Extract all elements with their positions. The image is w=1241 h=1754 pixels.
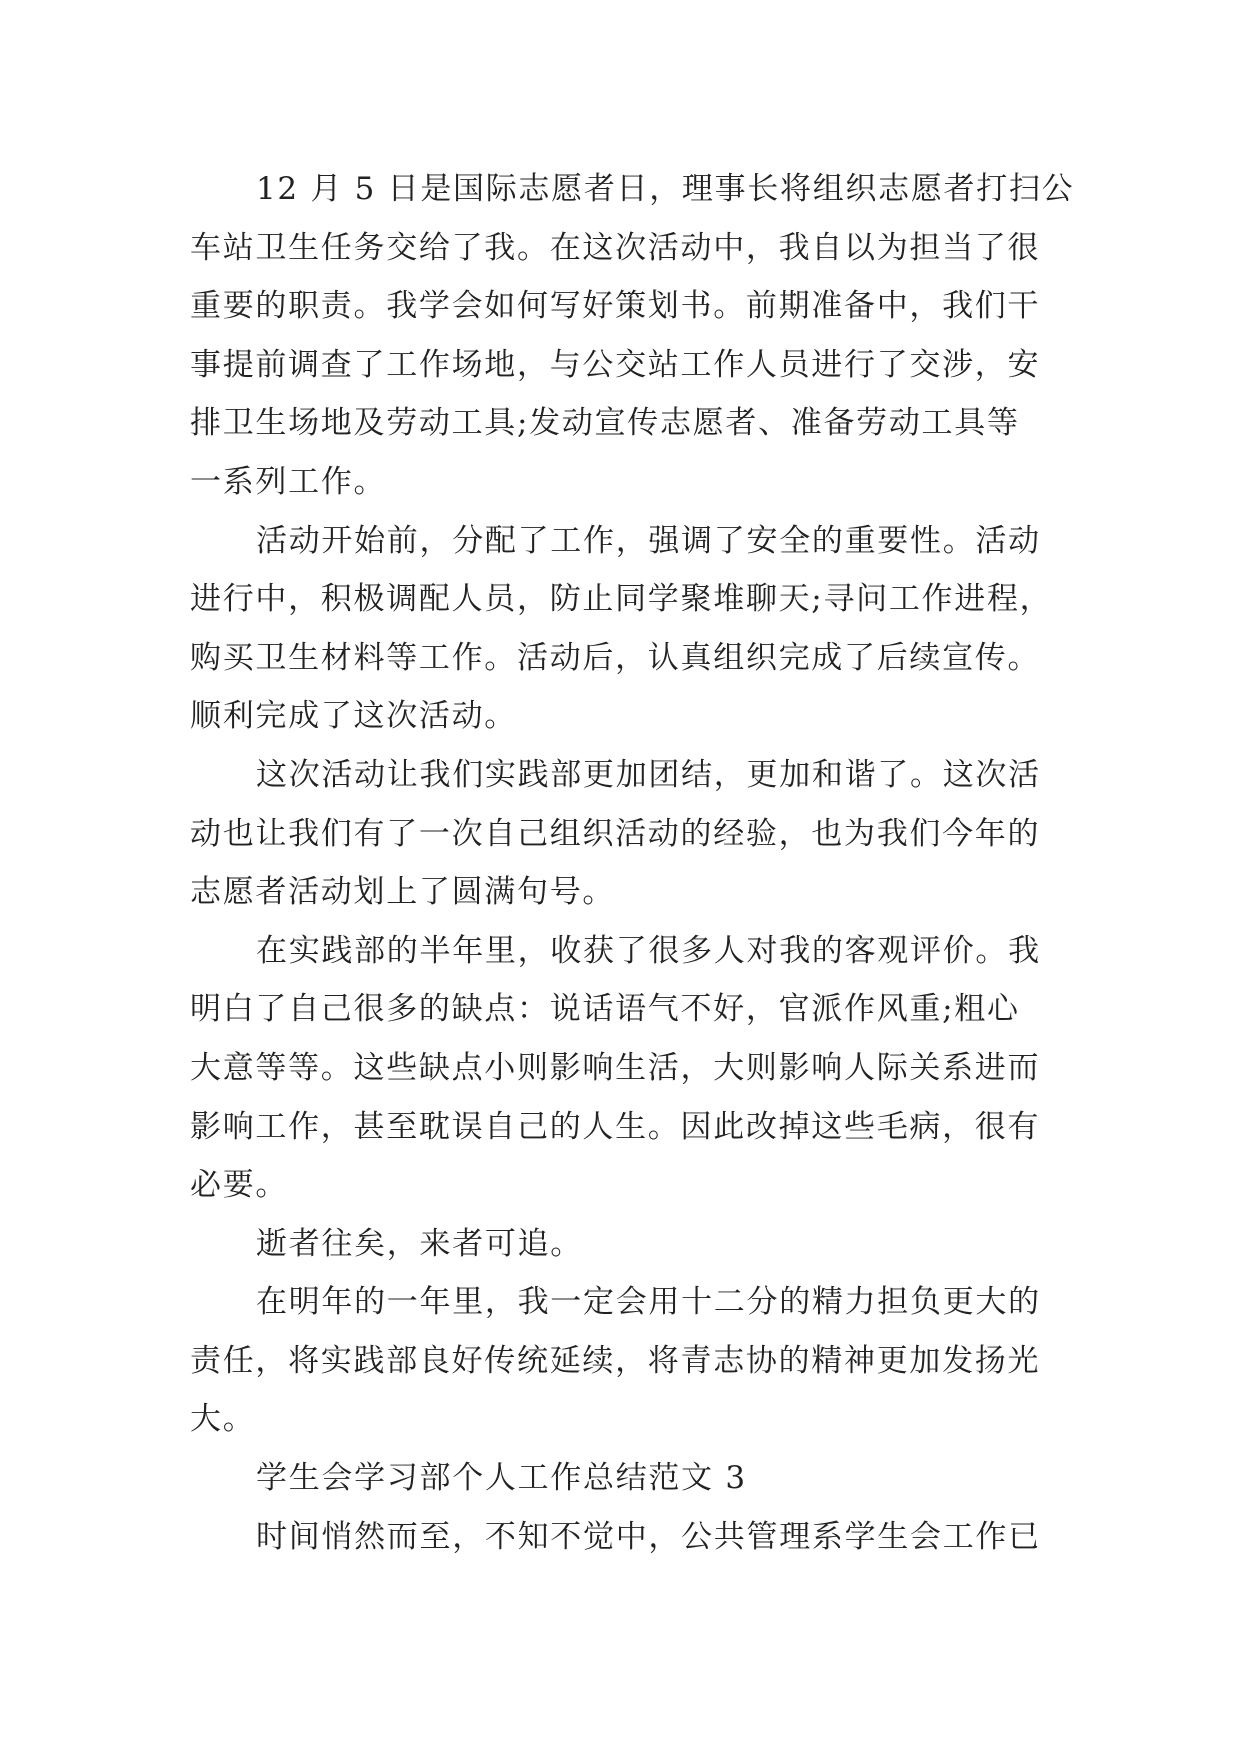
text-line: 明白了自己很多的缺点：说话语气不好，官派作风重;粗心 xyxy=(190,991,1020,1028)
text-line: 购买卫生材料等工作。活动后，认真组织完成了后续宣传。 xyxy=(190,639,1041,676)
text-line: 时间悄然而至，不知不觉中，公共管理系学生会工作已 xyxy=(256,1518,1041,1555)
text-line: 这次活动让我们实践部更加团结，更加和谐了。这次活 xyxy=(256,756,1041,793)
text-line: 志愿者活动划上了圆满句号。 xyxy=(190,874,616,911)
text-line: 车站卫生任务交给了我。在这次活动中，我自以为担当了很 xyxy=(190,229,1041,266)
text-line: 一系列工作。 xyxy=(190,463,387,500)
text-line: 必要。 xyxy=(190,1167,289,1204)
text-line: 责任，将实践部良好传统延续，将青志协的精神更加发扬光 xyxy=(190,1342,1041,1379)
document-body xyxy=(190,160,1075,1566)
text-line: 顺利完成了这次活动。 xyxy=(190,698,517,735)
text-line: 影响工作，甚至耽误自己的人生。因此改掉这些毛病，很有 xyxy=(190,1108,1041,1145)
section-heading: 学生会学习部个人工作总结范文 3 xyxy=(256,1460,747,1497)
text-line: 动也让我们有了一次自己组织活动的经验，也为我们今年的 xyxy=(190,815,1041,852)
text-line: 活动开始前，分配了工作，强调了安全的重要性。活动 xyxy=(256,522,1041,559)
text-line: 重要的职责。我学会如何写好策划书。前期准备中，我们干 xyxy=(190,288,1041,325)
text-line: 进行中，积极调配人员，防止同学聚堆聊天;寻问工作进程， xyxy=(190,581,1053,618)
text-line: 在实践部的半年里，收获了很多人对我的客观评价。我 xyxy=(256,932,1041,969)
text-line: 12 月 5 日是国际志愿者日，理事长将组织志愿者打扫公 xyxy=(256,171,1075,207)
text-line: 事提前调查了工作场地，与公交站工作人员进行了交涉，安 xyxy=(190,346,1041,383)
text-line: 排卫生场地及劳动工具;发动宣传志愿者、准备劳动工具等 xyxy=(190,405,1020,442)
text-line: 大意等等。这些缺点小则影响生活，大则影响人际关系进而 xyxy=(190,1049,1041,1086)
text-line: 逝者往矣，来者可追。 xyxy=(256,1225,583,1262)
text-line: 在明年的一年里，我一定会用十二分的精力担负更大的 xyxy=(256,1284,1041,1321)
text-line: 大。 xyxy=(190,1401,256,1438)
